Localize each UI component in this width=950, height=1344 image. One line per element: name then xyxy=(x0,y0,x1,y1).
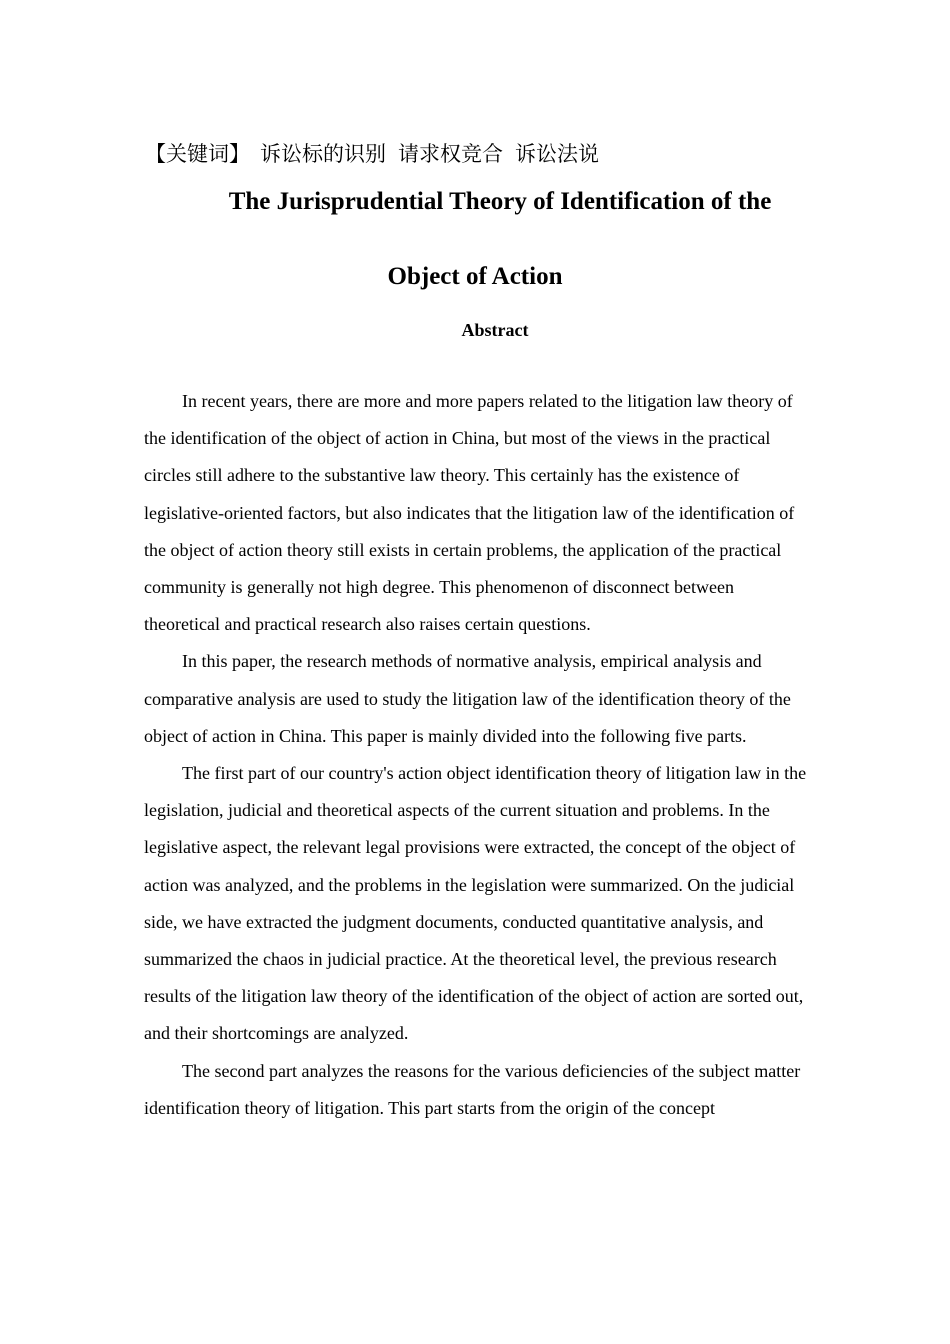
abstract-paragraph: In recent years, there are more and more papers related to the litigation law theory of the identification of the object of action in China, but most of the views in the practical circles still adhere to the substantive law theory. This certainly has the existence of legislative-oriented factors, but also indicates that the litigation law of the identification of the object of action theory still exists in certain problems, the application of the practical community is generally not high degree. This phenomenon of disconnect between theoretical and practical research also raises certain questions. xyxy=(144,391,795,635)
abstract-paragraph: In this paper, the research methods of normative analysis, empirical analysis and comparative analysis are used to study the litigation law of the identification theory of the object of action in China. This paper is mainly divided into the following five parts. xyxy=(144,651,791,746)
keyword-term: 诉讼标的识别 xyxy=(260,142,386,166)
abstract-paragraph: The first part of our country's action object identification theory of litigation law in the legislation, judicial and theoretical aspects of the current situation and problems. In the legislative aspect, the relevant legal provisions were extracted, the concept of the object of action was analyzed, and the problems in the legislation were summarized. On the judicial side, we have extracted the judgment documents, conducted quantitative analysis, and summarized the chaos in judicial practice. At the theoretical level, the previous research results of the litigation law theory of the identification of the object of action are sorted out, and their shortcomings are analyzed. xyxy=(144,763,807,1044)
keywords-label: 【关键词】 xyxy=(145,142,250,166)
english-title-line-1: The Jurisprudential Theory of Identification of the xyxy=(228,188,772,215)
keyword-term: 诉讼法说 xyxy=(515,142,599,166)
keyword-term: 请求权竞合 xyxy=(398,142,503,166)
keywords-line xyxy=(145,140,611,168)
abstract-heading: Abstract xyxy=(461,320,529,340)
abstract-paragraph: The second part analyzes the reasons for the various deficiencies of the subject matter identification theory of litigation. This part starts from the origin of the concept xyxy=(144,1060,801,1118)
abstract-body xyxy=(144,383,809,1127)
english-title-line-2: Object of Action xyxy=(387,263,563,290)
